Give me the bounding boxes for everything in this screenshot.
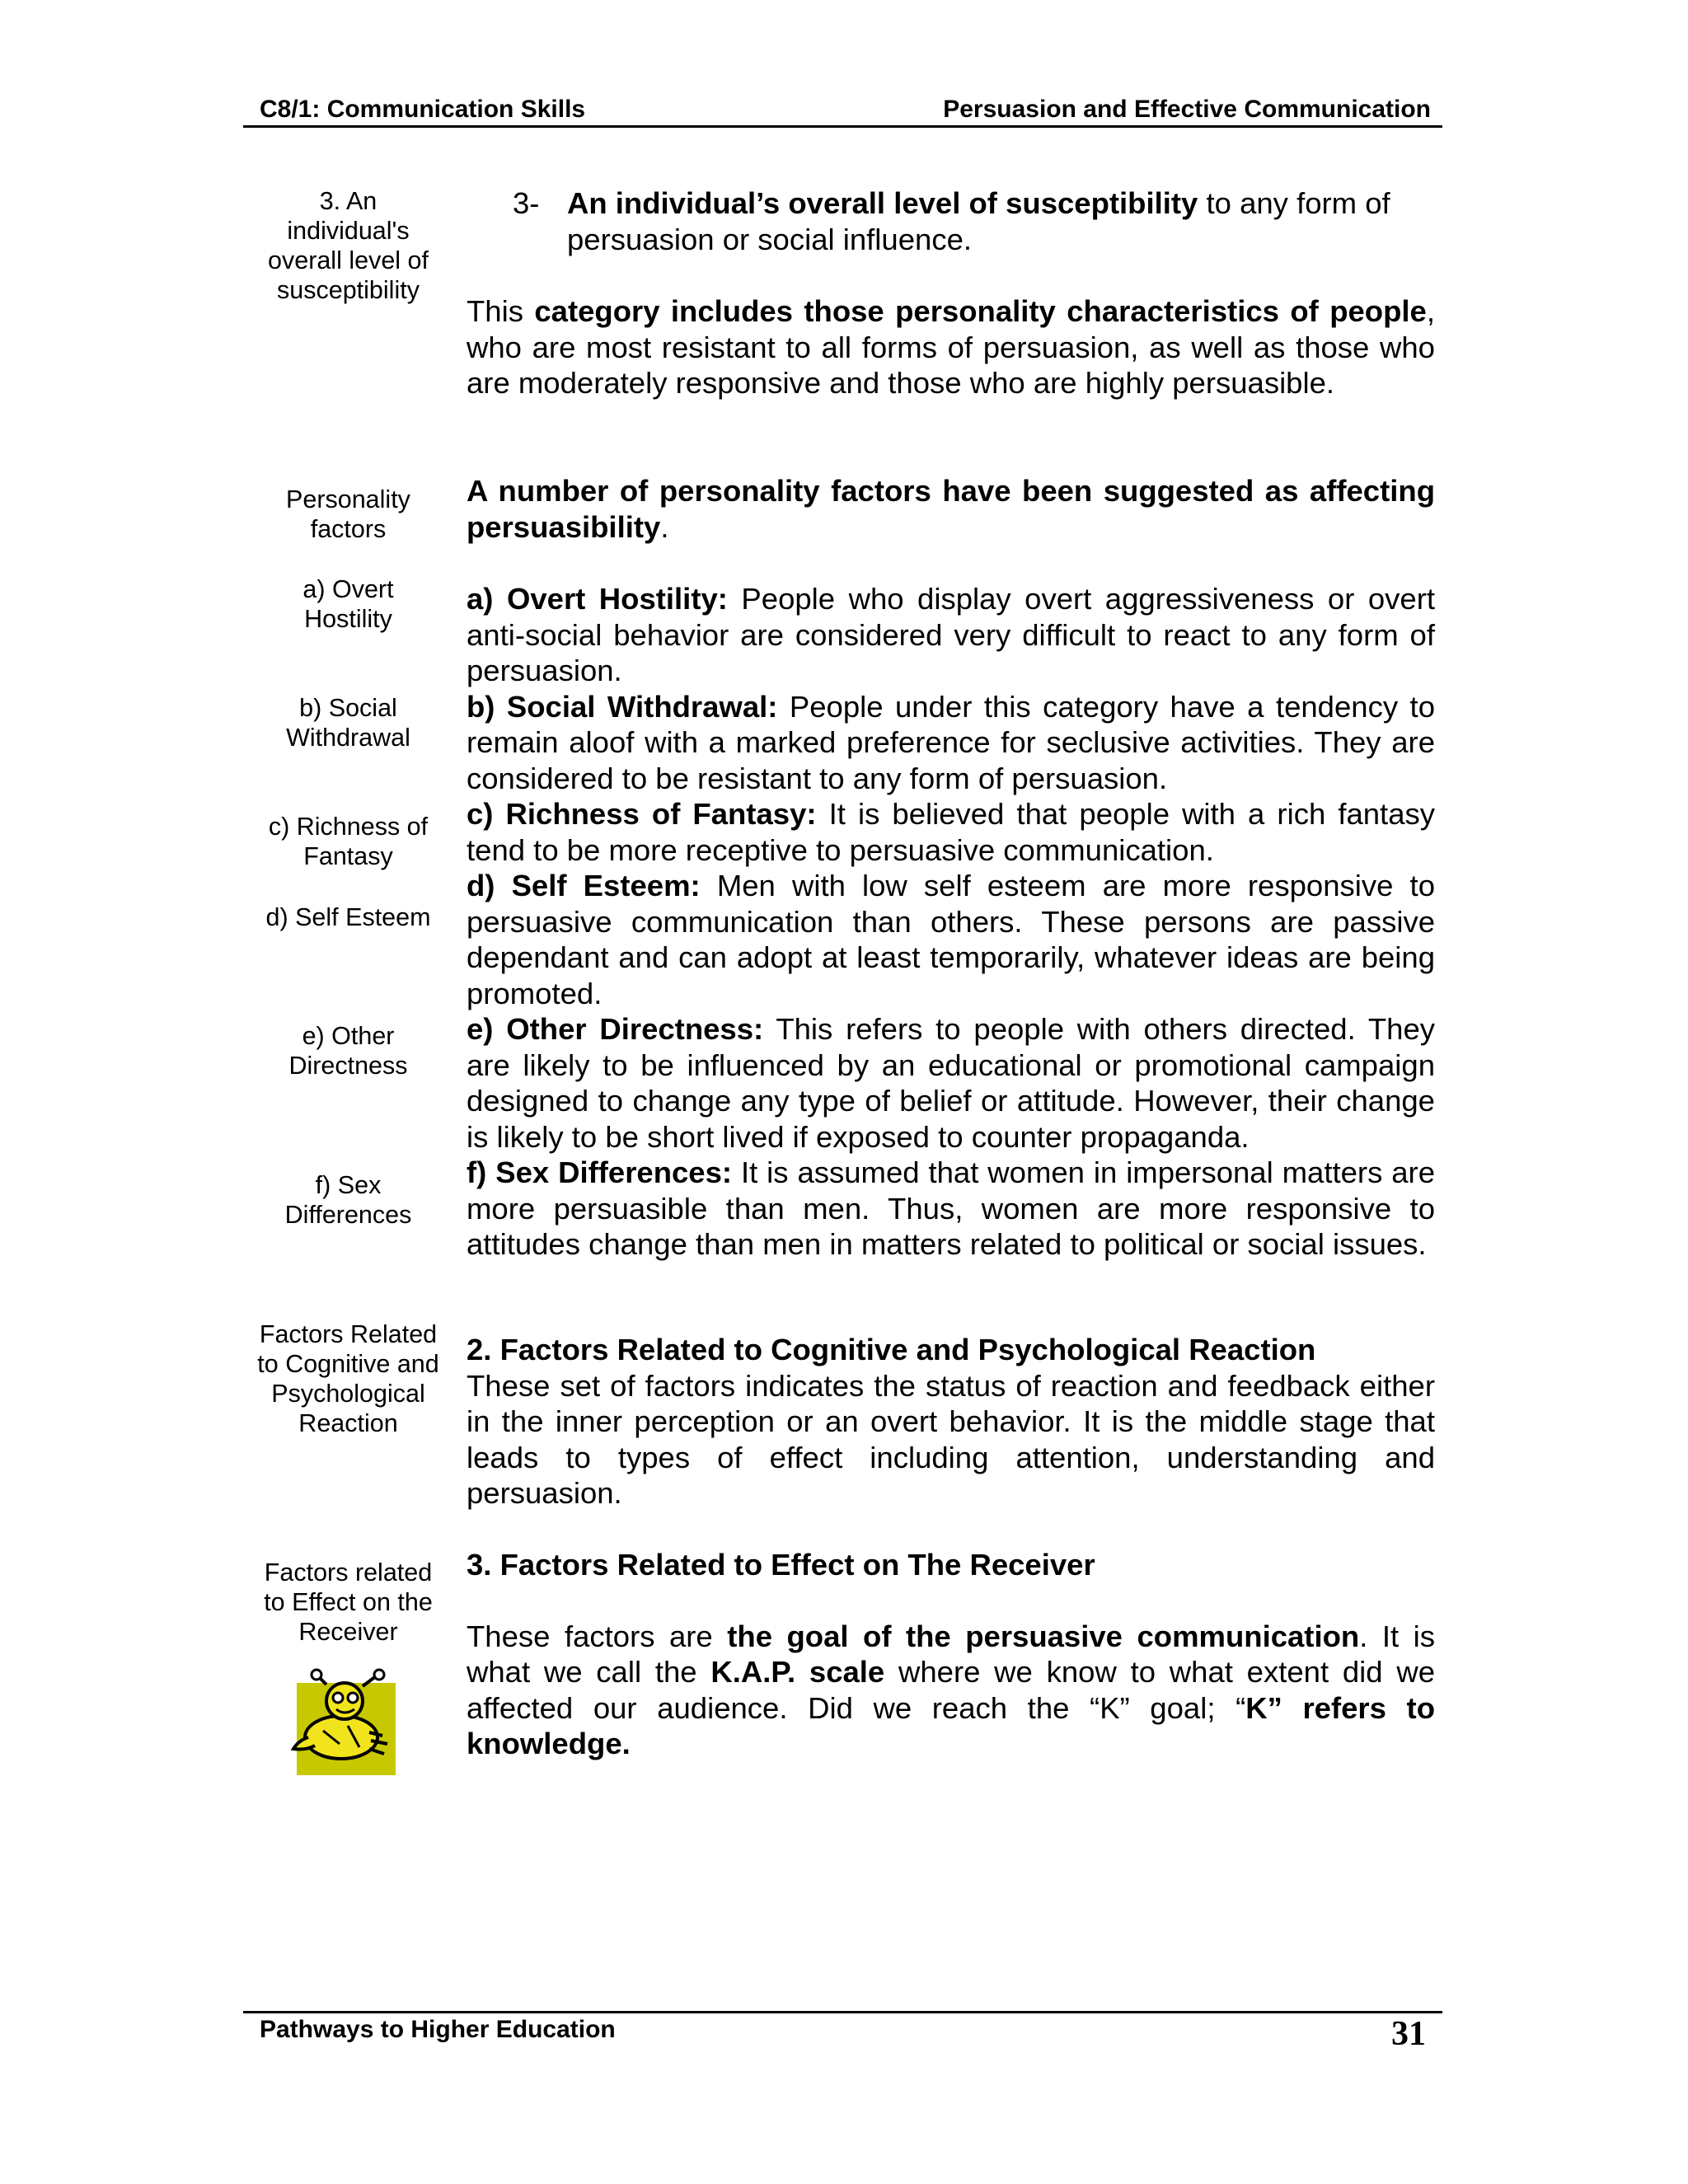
sidebar-note-self-esteem: d) Self Esteem [265,903,431,931]
para1-rest: , who are most resistant to all forms of persuasion, as well as those who are moderately responsive and those who are highly persuasible. [467,294,1435,400]
section-cognitive-reaction [467,1332,1435,1511]
sidebar-note-cognitive-reaction: Factors Related to Cognitive and Psychological Reaction [257,1320,439,1437]
factor-label: c) Richness of Fantasy: [467,797,817,831]
footer-title: Pathways to Higher Education [260,2016,616,2043]
factor-label: a) Overt Hostility: [467,582,728,616]
s3-text-1: These factors are [467,1619,728,1653]
page-number: 31 [1391,2015,1426,2053]
section-3-heading: 3. Factors Related to Effect on The Receiver [467,1548,1095,1582]
sidebar-note-richness-of-fantasy: c) Richness of Fantasy [268,813,429,870]
running-header-left: C8/1: Communication Skills [260,96,586,123]
para2-bold: A number of personality factors have been suggested as affecting persuasibility [467,474,1435,544]
s3-text-2: . It is what we call the [467,1619,1435,1689]
para1-lead: This [467,294,535,328]
personality-factors-list [467,581,1435,1263]
s3-bold-3: K” refers to knowledge. [467,1690,1435,1760]
sidebar-note-other-directness: e) Other Directness [288,1022,408,1080]
factor-text: People under this category have a tendency to remain aloof with a marked preference for seclusive activities. They are considered to be resistant to any form of persuasion. [467,689,1435,795]
factor-label: e) Other Directness: [467,1012,764,1046]
para2-end: . [660,509,669,544]
factor-item [467,689,1435,797]
running-header-right: Persuasion and Effective Communication [943,96,1431,123]
s3-bold-2: K.A.P. scale [710,1655,885,1689]
section-effect-on-receiver [467,1547,1435,1762]
sidebar-note-personality-factors: Personality factors [286,485,410,543]
section-2-text: These set of factors indicates the status of reaction and feedback either in the inner perception or an overt behavior. It is the middle stage that leads to types of effect including attention, understanding and persuasion. [467,1368,1435,1510]
factor-item [467,581,1435,689]
category-paragraph [467,293,1435,401]
factor-label: b) Social Withdrawal: [467,689,778,724]
sidebar-note-sex-differences: f) Sex Differences [284,1171,412,1229]
factor-text: Men with low self esteem are more responsive to persuasive communication than others. These persons are passive dependant and can adopt at least temporarily, whatever ideas are being promoted. [467,869,1435,1010]
item-3-susceptibility [513,185,1436,257]
personality-factors-intro [467,473,1435,545]
factor-item [467,1011,1435,1155]
footer-rule [243,2011,1442,2013]
factor-text: This refers to people with others directed. They are likely to be influenced by an educational or promotional campaign designed to change any type of belief or attitude. However, their change is likely to be short lived if exposed to counter propaganda. [467,1012,1436,1154]
sidebar-note-overt-hostility: a) Overt Hostility [302,575,394,633]
item-number: 3- [513,186,540,220]
factor-item [467,868,1435,1011]
factor-item [467,796,1435,868]
s3-text-3: where we know to what extent did we affected our audience. Did we reach the “K” goal; “ [467,1655,1435,1725]
sidebar-note-susceptibility: 3. An individual's overall level of susceptibility [268,187,429,304]
section-3-text [467,1619,1435,1762]
item-3-bold: An individual’s overall level of susceptibility [567,186,1198,220]
factor-label: f) Sex Differences: [467,1155,733,1189]
sidebar-note-social-withdrawal: b) Social Withdrawal [286,694,410,752]
sidebar-note-effect-on-receiver: Factors related to Effect on the Receiver [264,1558,433,1646]
factor-text: It is assumed that women in impersonal matters are more persuasible than men. Thus, women are more responsive to attitudes change than men in matters related to political or social issues. [467,1155,1436,1261]
header-rule [243,125,1442,128]
factor-label: d) Self Esteem: [467,869,701,902]
s3-bold-1: the goal of the persuasive communication [727,1619,1360,1653]
cartoon-rocket-character-icon [290,1665,406,1780]
item-3-rest: to any form of persuasion or social influence. [567,186,1390,256]
para1-bold: category includes those personality characteristics of people [534,294,1427,328]
factor-text: It is believed that people with a rich fantasy tend to be more receptive to persuasive communication. [467,797,1435,867]
factor-item [467,1155,1435,1263]
factor-text: People who display overt aggressiveness or overt anti-social behavior are considered very difficult to react to any form of persuasion. [467,582,1435,687]
section-2-heading: 2. Factors Related to Cognitive and Psychological Reaction [467,1333,1316,1366]
